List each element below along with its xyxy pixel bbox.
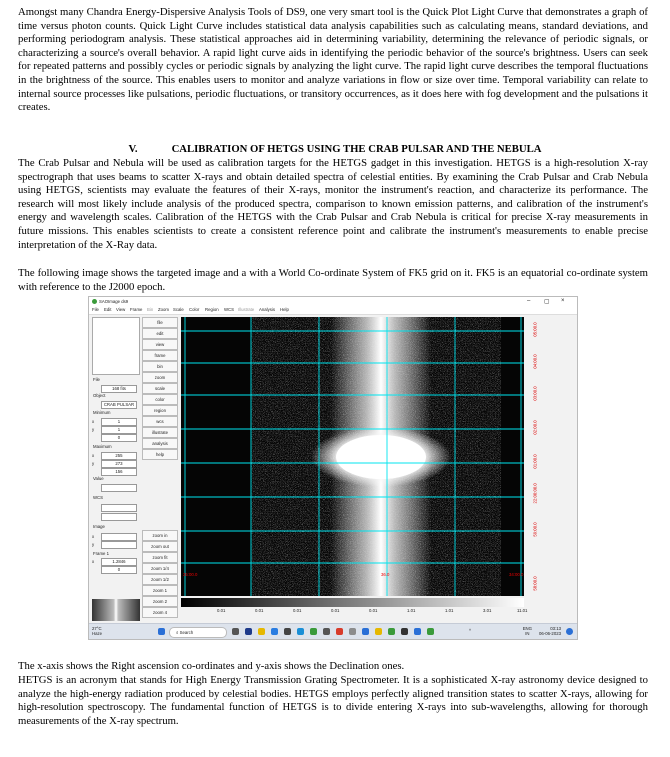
search-icon: ⌕ xyxy=(176,630,180,635)
app-icon[interactable] xyxy=(375,628,382,635)
dec-tick-label: 03:00.0 xyxy=(532,386,538,401)
dec-tick-label: 04:00.0 xyxy=(532,354,538,369)
task-view-icon[interactable] xyxy=(232,628,239,635)
colorbar-label: 1.01 xyxy=(407,608,416,613)
minimum-label: Minimum xyxy=(93,410,111,415)
min-x-value: 1 xyxy=(101,418,137,426)
section-title: CALIBRATION OF HETGS USING THE CRAB PULSAR AND THE NEBULA xyxy=(171,143,542,155)
region-code: IN xyxy=(525,631,530,636)
crab-xray-image xyxy=(181,317,524,596)
menu-frame[interactable]: Frame xyxy=(130,307,143,312)
frame-x-value: 1.2846 xyxy=(101,558,137,566)
colorbar[interactable] xyxy=(181,598,524,607)
file-label: File xyxy=(93,377,100,382)
zoom-in-button[interactable]: zoom in xyxy=(142,530,178,541)
office-icon[interactable] xyxy=(336,628,343,635)
tray-chevron-icon[interactable]: ^ xyxy=(469,628,472,633)
hetgs-paragraph: HETGS is an acronym that stands for High Energy Transmission Grating Spectrometer. It is a sophisticated X-ray astronomy device designed to analyze the high-energy radiation produced by celestial bodies. HETGS employs perfectly aligned transition states to scatter X-rays, allowing for high-resolution spectroscopy. The fundamental function of HETGS is to divide entering X-rays into sub-wavelengths, allowing for thorough measurements of the X-ray spectrum. xyxy=(18,674,648,727)
colorbar-label: 1.01 xyxy=(445,608,454,613)
menu-scale[interactable]: Scale xyxy=(173,307,184,312)
illustrate-button[interactable]: illustrate xyxy=(142,427,178,438)
value-field xyxy=(101,484,137,492)
frame-button[interactable]: frame xyxy=(142,350,178,361)
app-icon[interactable] xyxy=(414,628,421,635)
min-value: 0 xyxy=(101,434,137,442)
colorbar-label: 0.01 xyxy=(217,608,226,613)
min-y-label: y xyxy=(92,427,95,432)
wcs-field-2 xyxy=(101,513,137,521)
file-explorer-icon[interactable] xyxy=(258,628,265,635)
value-label: Value xyxy=(93,476,104,481)
wcs-button[interactable]: wcs xyxy=(142,416,178,427)
menu-bin[interactable]: Bin xyxy=(147,307,154,312)
colorbar-label: 0.01 xyxy=(293,608,302,613)
object-label: Object xyxy=(93,393,106,398)
clock-time: 03:13 xyxy=(550,626,561,631)
ds9-logo-icon xyxy=(92,299,97,304)
windows-taskbar xyxy=(89,623,577,640)
dec-tick-label: 01:00.0 xyxy=(532,454,538,469)
scale-button[interactable]: scale xyxy=(142,383,178,394)
frame-label: Frame 1 xyxy=(93,551,109,556)
image-x-field xyxy=(101,533,137,541)
zoom-half-button[interactable]: zoom 1/2 xyxy=(142,574,178,585)
declination-ruler xyxy=(525,317,545,596)
max-x-value: 255 xyxy=(101,452,137,460)
maximize-icon[interactable]: ▢ xyxy=(544,299,550,305)
colorbar-label: 11.01 xyxy=(517,608,528,613)
ra-label-left: 35:00.0 xyxy=(183,572,198,577)
zoom-1-button[interactable]: zoom 1 xyxy=(142,585,178,596)
panner-thumbnail[interactable] xyxy=(92,599,140,621)
image-y-field xyxy=(101,541,137,549)
image-intro-paragraph: The following image shows the targeted image and a with a World Co-ordinate System of FK5 grid on it. FK5 is an equatorial co-ordinate system with reference to the J2000 epoch. xyxy=(18,267,648,293)
ra-label-right: 34:00.0 xyxy=(509,572,524,577)
app-icon[interactable] xyxy=(349,628,356,635)
info-panel xyxy=(92,317,138,597)
dec-tick-label: 58:00.0 xyxy=(532,576,538,591)
menu-zoom[interactable]: Zoom xyxy=(158,307,169,312)
language-indicator[interactable] xyxy=(523,626,532,636)
store-icon[interactable] xyxy=(284,628,291,635)
max-y-value: 273 xyxy=(101,460,137,468)
taskbar-search[interactable] xyxy=(169,627,227,638)
help-button[interactable]: help xyxy=(142,449,178,460)
menu-file[interactable]: File xyxy=(92,307,99,312)
menu-wcs[interactable]: WCS xyxy=(224,307,235,312)
dec-tick-label: 22:00:00.0 xyxy=(532,483,538,504)
bin-button[interactable]: bin xyxy=(142,361,178,372)
edge-icon[interactable] xyxy=(297,628,304,635)
wcs-label: WCS xyxy=(93,495,104,500)
menu-bar xyxy=(89,306,577,315)
zoom-button[interactable]: zoom xyxy=(142,372,178,383)
app-icon[interactable] xyxy=(401,628,408,635)
image-label: Image xyxy=(93,524,105,529)
object-value: CRAB PULSAR xyxy=(101,401,137,409)
menu-color[interactable]: Color xyxy=(189,307,200,312)
max-x-label: x xyxy=(92,453,95,458)
window-titlebar xyxy=(89,297,577,306)
start-icon[interactable] xyxy=(158,628,165,635)
zoom-2-button[interactable]: zoom 2 xyxy=(142,596,178,607)
calibration-paragraph: The Crab Pulsar and Nebula will be used as calibration targets for the HETGS gadget in this investigation. HETGS is a high-resolution X-ray spectrograph that uses beams to scatter X-rays and obtain detailed spectra of celestial entities. By examining the Crab Pulsar and Crab Nebula using HETGS, scientists may evaluate the features of their X-rays, monitor the instrument's reaction, and characterize its performance. The research will most likely include analysis of the produced spectra, comparison to known emission patterns, and calibration of the instrument's energy and wavelength scales. Calibration of the HETGS with the Crab Pulsar and Crab Nebula is critical for precise X-ray measurements in future missions. This enables scientists to create a consistent reference point and calibrate the instrument's measurements to enable precise interpretation of the X-Ray data. xyxy=(18,157,648,251)
section-heading xyxy=(0,143,670,155)
menu-region[interactable]: Region xyxy=(205,307,219,312)
wcs-field-1 xyxy=(101,504,137,512)
menu-edit[interactable]: Edit xyxy=(104,307,112,312)
weather-temp: 27°C xyxy=(92,626,102,631)
xray-image-canvas[interactable] xyxy=(181,317,524,596)
maximum-label: Maximum xyxy=(93,444,112,449)
ds9-taskbar-icon[interactable] xyxy=(388,628,395,635)
file-value: 168 fits xyxy=(101,385,137,393)
analysis-button[interactable]: analysis xyxy=(142,438,178,449)
close-icon[interactable]: × xyxy=(561,298,565,304)
notification-icon[interactable] xyxy=(566,628,573,635)
image-y-label: y xyxy=(92,542,95,547)
region-button[interactable]: region xyxy=(142,405,178,416)
view-button[interactable]: view xyxy=(142,339,178,350)
colorbar-label: 0.01 xyxy=(331,608,340,613)
minimize-icon[interactable]: – xyxy=(527,298,531,304)
frame-y-value: 0 xyxy=(101,566,137,574)
menu-analysis[interactable]: Analysis xyxy=(259,307,276,312)
image-x-label: x xyxy=(92,534,95,539)
zoom-quarter-button[interactable]: zoom 1/4 xyxy=(142,563,178,574)
app-icon[interactable] xyxy=(245,628,252,635)
search-label: Search xyxy=(179,630,194,635)
dec-tick-label: 05:00.0 xyxy=(532,322,538,337)
magnifier-box xyxy=(92,317,140,375)
intro-paragraph: Amongst many Chandra Energy-Dispersive Analysis Tools of DS9, one very smart tool is the Quick Plot Light Curve that demonstrates a graph of time versus photon counts. Quick Light Curve includes statistical data analysis capabilities such as calculating means, standard deviations, and performing periodogram analysis. These statistical approaches aid in determining variability, determining the relevance of periodic signals, or characterizing a source's overall behavior. A rapid light curve aids in identifying the periodic behavior of the source's brightness. Users can seek for repeated patterns and possibly cycles or periodic signals by analyzing the light curve. The rapid light curve describes the temporal fluctuations in the brightness of the source. This enables users to monitor and analyze variations in flow or size over time. Temporal variability can relate to internal source processes like pulsations, periodic fluctuations, or transitory occurrences, as it does here with fog development and the pulsations it creates. xyxy=(18,6,648,114)
zoom-fit-button[interactable]: zoom fit xyxy=(142,552,178,563)
ra-label-middle: 36.0 xyxy=(381,572,390,577)
colorbar-label: 3.01 xyxy=(483,608,492,613)
dec-tick-label: 59:00.0 xyxy=(532,522,538,537)
weather-widget[interactable] xyxy=(92,626,102,636)
clock-date: 06-06-2023 xyxy=(539,631,561,636)
mail-icon[interactable] xyxy=(271,628,278,635)
section-number: V. xyxy=(128,143,138,155)
word-icon[interactable] xyxy=(362,628,369,635)
max-y-label: y xyxy=(92,461,95,466)
app-icon[interactable] xyxy=(427,628,434,635)
dec-tick-label: 02:00.0 xyxy=(532,420,538,435)
colorbar-label: 0.01 xyxy=(369,608,378,613)
max-value: 156 xyxy=(101,468,137,476)
edit-button[interactable]: edit xyxy=(142,328,178,339)
language-code: ENG xyxy=(522,626,532,631)
file-button[interactable]: file xyxy=(142,317,178,328)
zoom-4-button[interactable]: zoom 4 xyxy=(142,607,178,618)
chrome-icon[interactable] xyxy=(310,628,317,635)
weather-desc: Haze xyxy=(92,631,103,636)
min-y-value: 1 xyxy=(101,426,137,434)
axes-paragraph: The x-axis shows the Right ascension co-ordinates and y-axis shows the Declination ones. xyxy=(18,660,405,672)
colorbar-label: 0.01 xyxy=(255,608,264,613)
frame-x-label: x xyxy=(92,559,95,564)
menu-view[interactable]: View xyxy=(116,307,126,312)
menu-illustrate[interactable]: Illustrate xyxy=(238,307,255,312)
app-icon[interactable] xyxy=(323,628,330,635)
window-title: SAOImage ds9 xyxy=(99,299,129,304)
min-x-label: x xyxy=(92,419,95,424)
system-clock[interactable] xyxy=(539,626,561,636)
zoom-out-button[interactable]: zoom out xyxy=(142,541,178,552)
menu-help[interactable]: Help xyxy=(280,307,289,312)
ds9-screenshot-figure xyxy=(88,296,578,640)
color-button[interactable]: color xyxy=(142,394,178,405)
